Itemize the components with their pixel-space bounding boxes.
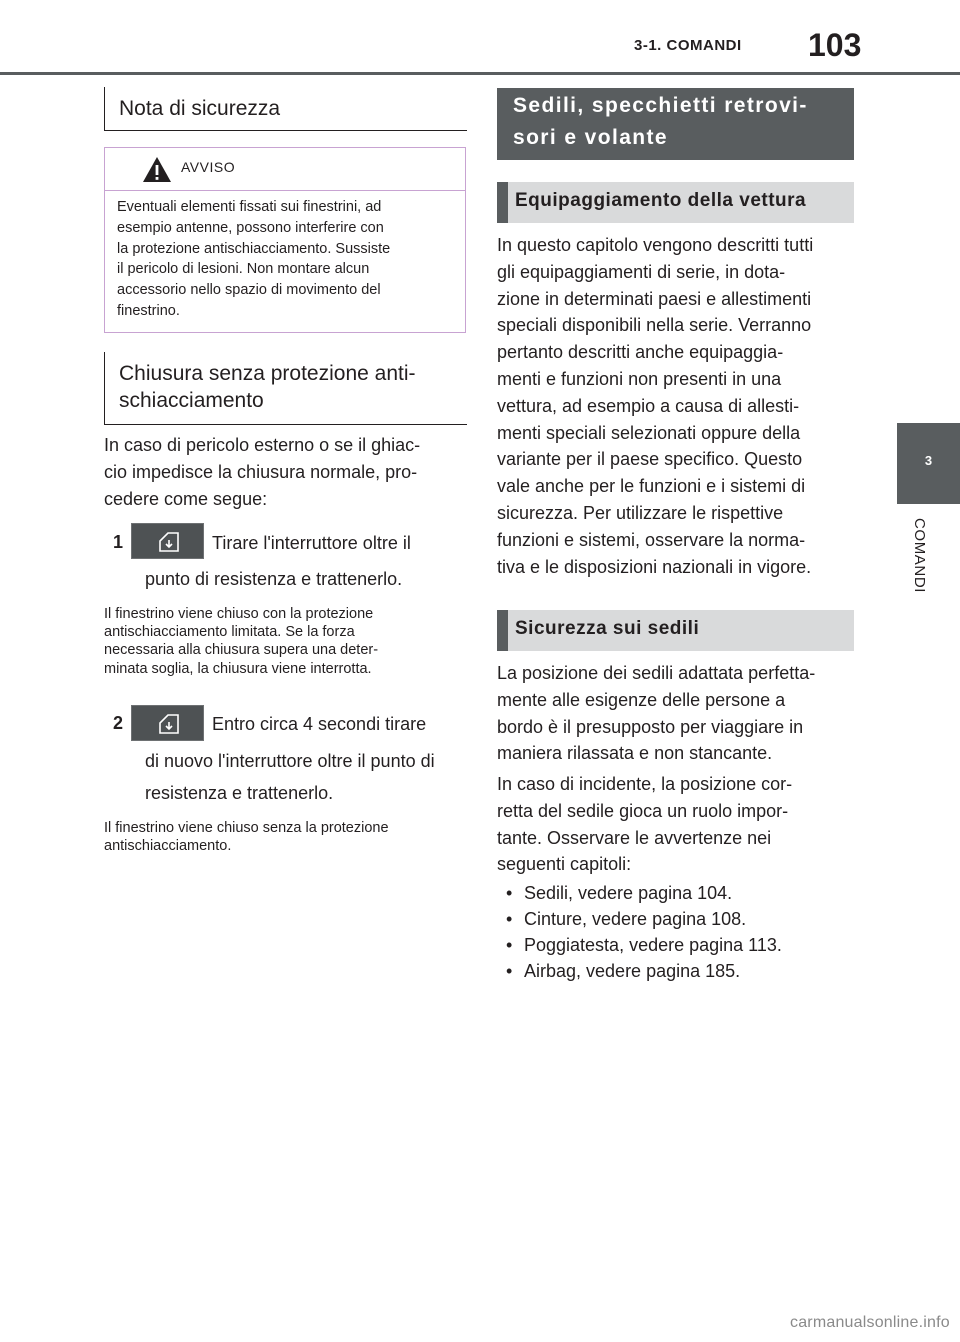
step-1-text-cont: punto di resistenza e trattenerlo. — [145, 569, 403, 589]
section-title: 3-1. COMANDI — [634, 37, 742, 54]
chapter-reference-list — [497, 880, 782, 984]
step-2-number: 2 — [113, 713, 124, 733]
step-2-text-cont2: resistenza e trattenerlo. — [145, 783, 334, 803]
chapter-tab — [897, 423, 960, 504]
step-1-note: Il finestrino viene chiuso con la protezione antischiacciamento limitata. Se la forza necessaria alla chiusura supera una deter- minata soglia, la chiusura viene interrotta. — [104, 606, 379, 677]
seat-safety-heading: Sicurezza sui sedili — [497, 610, 854, 651]
step-1-text: Tirare l'interruttore oltre il — [212, 533, 411, 553]
warning-title: AVVISO — [181, 159, 236, 175]
chapter-tab-number: 3 — [924, 453, 933, 468]
warning-text: Eventuali elementi fissati sui finestrini, ad esempio antenne, possono interferire con la protezione antischiacciamento. Sussiste il pericolo di lesioni. Non montare alcun accessorio nello spazio di movimento del finestrino. — [117, 199, 391, 319]
list-item: • Cinture, vedere pagina 108. — [497, 906, 782, 932]
seat-paragraph-2: In caso di incidente, la posizione cor- retta del sedile gioca un ruolo impor- tante. Osservare le avvertenze nei seguenti capitoli: — [497, 774, 793, 875]
seat-paragraph-1: La posizione dei sedili adattata perfetta- mente alle esigenze delle persone a bordo è il presupposto per viaggiare in maniera rilassata e non stancante. — [497, 663, 816, 764]
warning-triangle-icon — [142, 156, 172, 188]
step-2-text: Entro circa 4 secondi tirare — [212, 714, 427, 734]
list-item: • Sedili, vedere pagina 104. — [497, 880, 782, 906]
main-heading: Sedili, specchietti retrovi- sori e volante — [497, 88, 854, 160]
warning-box — [104, 147, 466, 333]
page-number: 103 — [808, 27, 862, 63]
window-switch-icon — [131, 705, 204, 741]
list-item: • Poggiatesta, vedere pagina 113. — [497, 932, 782, 958]
watermark: carmanualsonline.info — [790, 1314, 950, 1331]
step-1-number: 1 — [113, 532, 124, 552]
safety-note-heading: Nota di sicurezza — [104, 87, 467, 131]
equipment-heading: Equipaggiamento della vettura — [497, 182, 854, 223]
list-item: • Airbag, vedere pagina 185. — [497, 958, 782, 984]
intro-paragraph: In caso di pericolo esterno o se il ghiac- cio impedisce la chiusura normale, pro- cedere come segue: — [104, 435, 421, 509]
header-rule — [0, 72, 960, 75]
step-2-note: Il finestrino viene chiuso senza la protezione antischiacciamento. — [104, 820, 389, 855]
subheading-closing-without-protection: Chiusura senza protezione anti- schiacciamento — [104, 352, 467, 425]
window-switch-icon — [131, 523, 204, 559]
equipment-paragraph: In questo capitolo vengono descritti tutti gli equipaggiamenti di serie, in dota- zione in determinati paesi e allestimenti speciali disponibili nella serie. Verranno pertanto descritti anche equipaggia- menti e funzioni non presenti in una vettura, ad esempio a causa di allesti- menti speciali selezionati oppure della variante per il paese specifico. Questo vale anche per le funzioni e i sistemi di sicurezza. Per utilizzare le rispettive funzioni e sistemi, osservare la norma- tiva e le disposizioni nazionali in vigore. — [497, 235, 814, 577]
warning-header — [105, 148, 465, 191]
chapter-side-label: COMANDI — [911, 518, 928, 594]
step-2-text-cont: di nuovo l'interruttore oltre il punto di — [145, 751, 435, 771]
